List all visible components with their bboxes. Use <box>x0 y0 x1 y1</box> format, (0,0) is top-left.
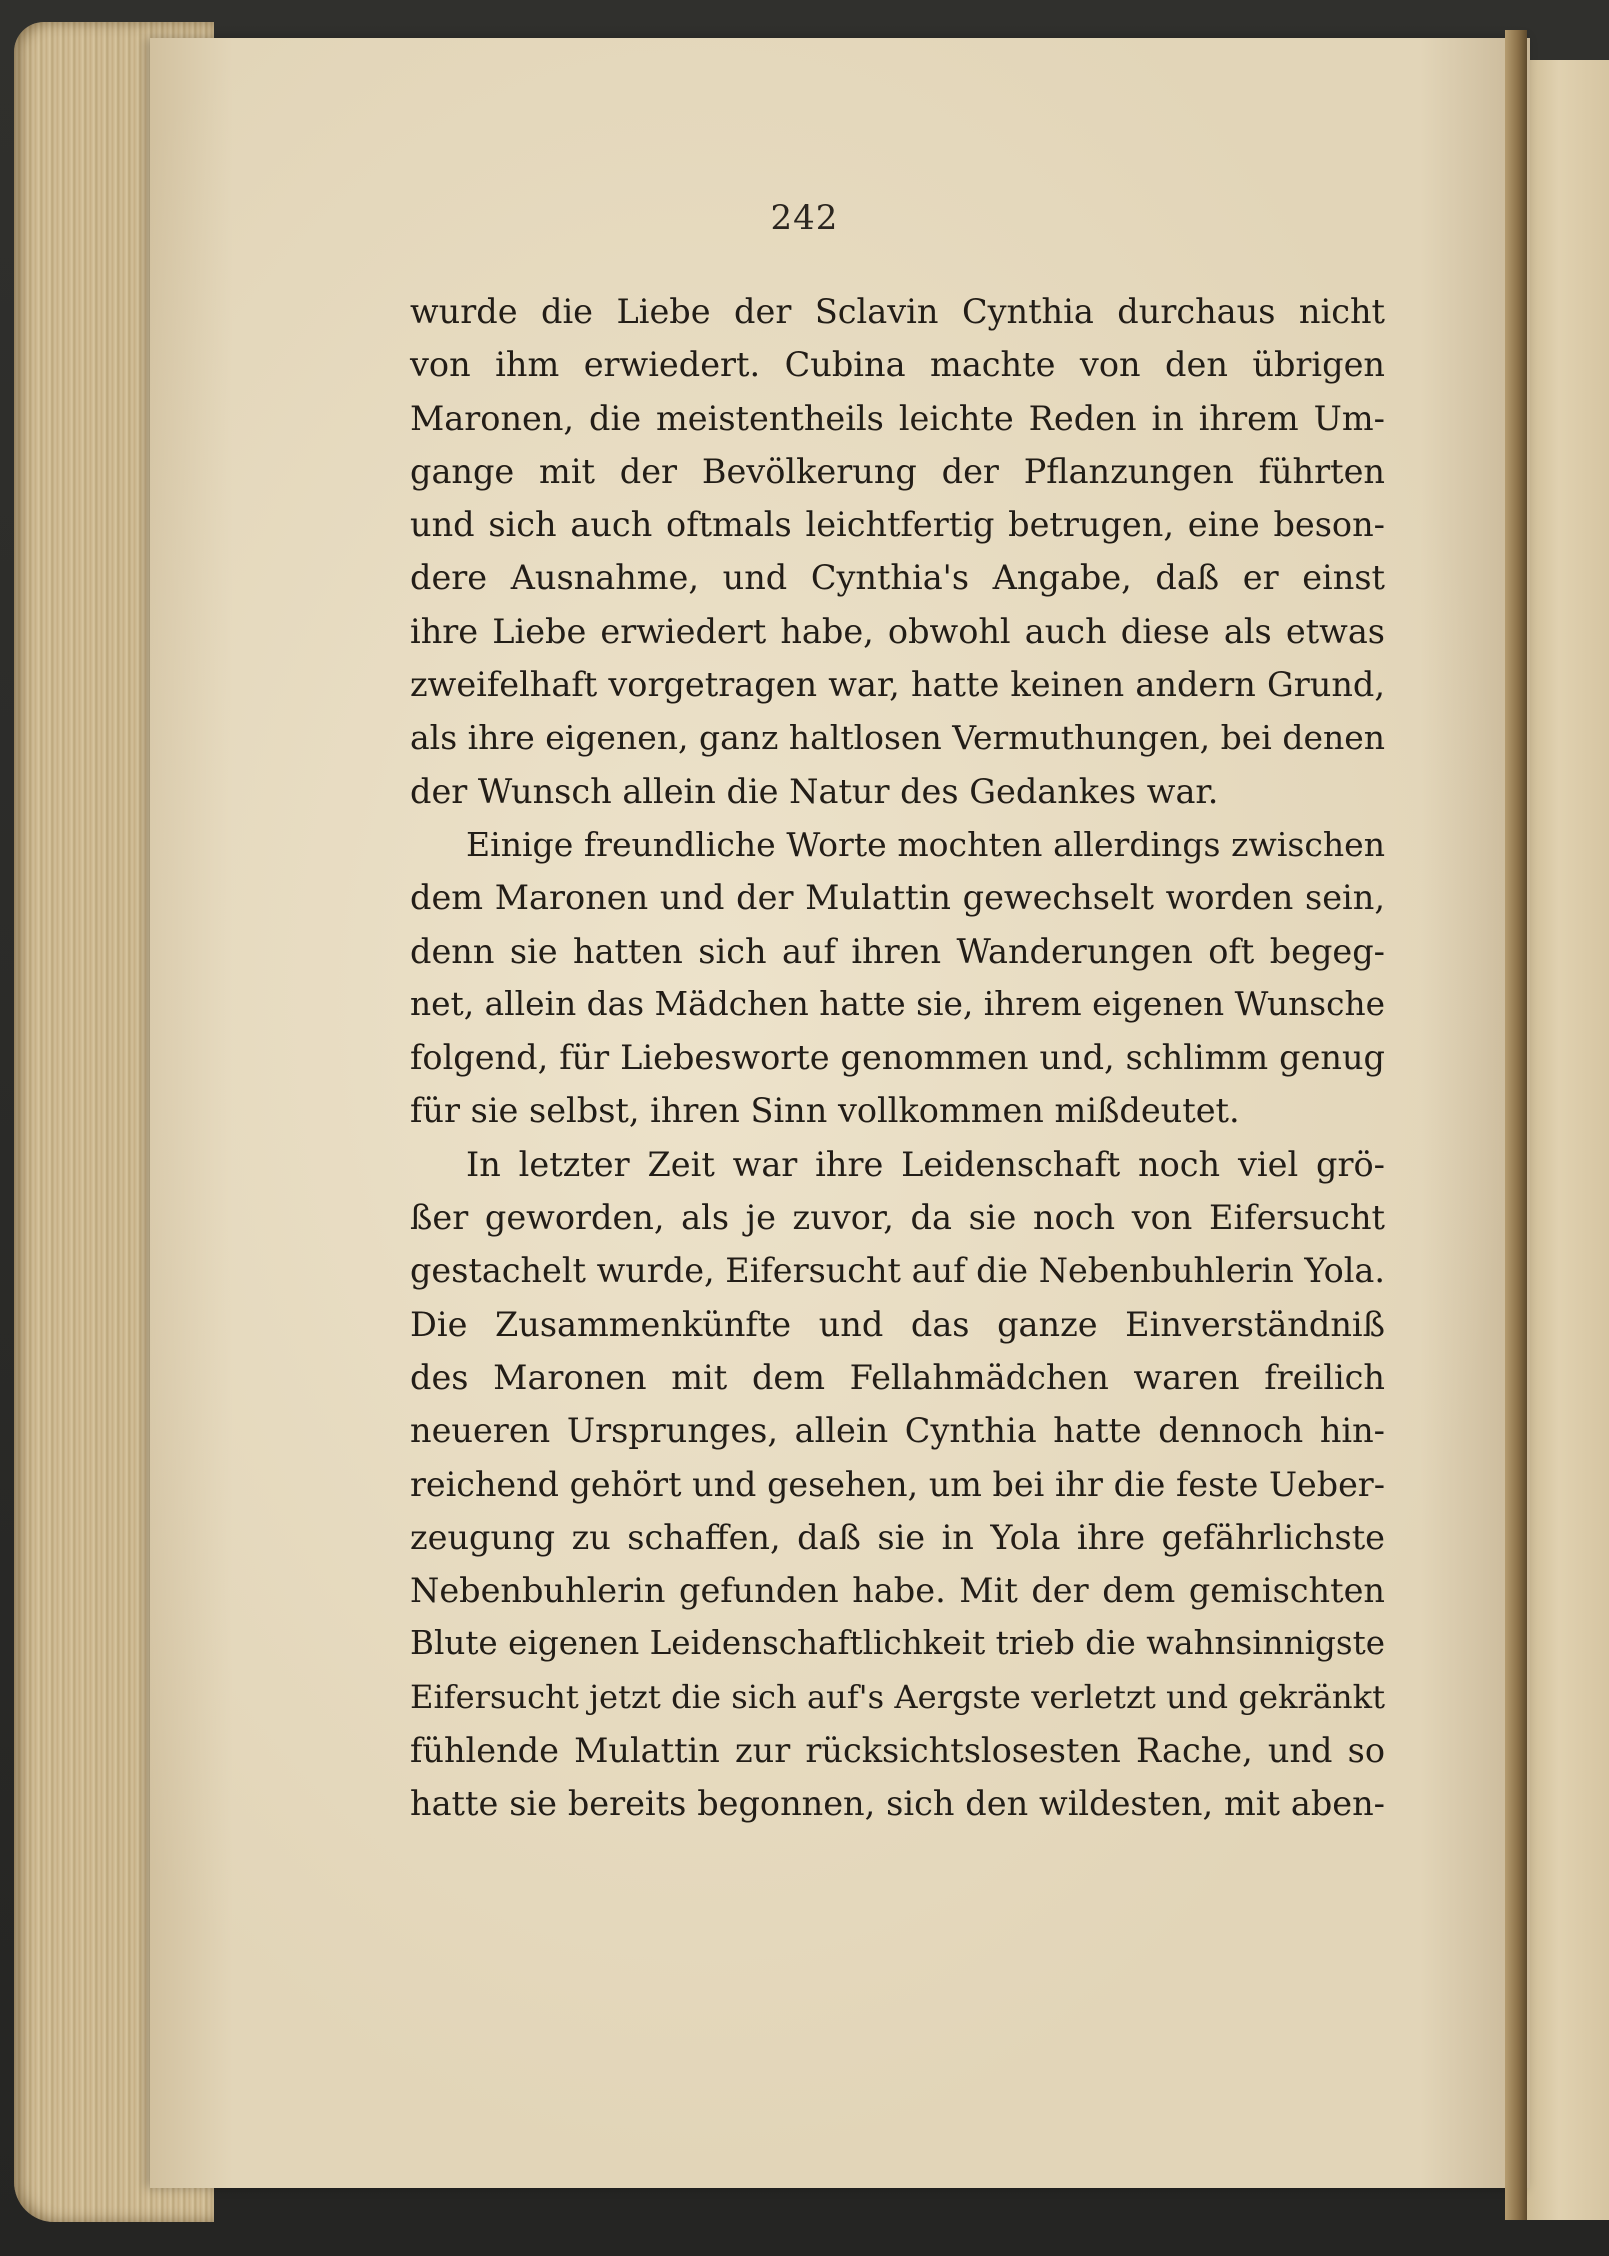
text-line: wurde die Liebe der Sclavin Cynthia durchaus nicht <box>410 292 1385 331</box>
text-line: und sich auch oftmals leichtfertig betrugen, eine beson- <box>410 505 1385 545</box>
text-line: hatte sie bereits begonnen, sich den wildesten, mit aben- <box>410 1784 1385 1824</box>
text-line: Nebenbuhlerin gefunden habe. Mit der dem gemischten <box>410 1571 1385 1611</box>
adjacent-page <box>1525 60 1609 2220</box>
text-line: des Maronen mit dem Fellahmädchen waren freilich <box>410 1357 1385 1397</box>
text-line: gestachelt wurde, Eifersucht auf die Nebenbuhlerin Yola. <box>410 1251 1385 1291</box>
book-gutter <box>1505 30 1527 2220</box>
text-line: dere Ausnahme, und Cynthia's Angabe, daß er einst <box>410 558 1385 598</box>
text-line: Blute eigenen Leidenschaftlichkeit trieb die wahnsinnigste <box>410 1624 1385 1663</box>
text-line: In letzter Zeit war ihre Leidenschaft noch viel grö- <box>466 1144 1385 1184</box>
text-line: als ihre eigenen, ganz haltlosen Vermuthungen, bei denen <box>410 718 1385 758</box>
text-line: fühlende Mulattin zur rücksichtslosesten Rache, und so <box>410 1731 1385 1771</box>
text-line: zeugung zu schaffen, daß sie in Yola ihre gefährlichste <box>410 1517 1385 1557</box>
text-line: dem Maronen und der Mulattin gewechselt worden sein, <box>410 878 1385 918</box>
text-line: denn sie hatten sich auf ihren Wanderungen oft begeg- <box>410 931 1385 971</box>
text-line: Die Zusammenkünfte und das ganze Einverständniß <box>410 1304 1385 1344</box>
text-line: der Wunsch allein die Natur des Gedankes war. <box>410 771 1219 811</box>
text-line: von ihm erwiedert. Cubina machte von den übrigen <box>410 345 1385 385</box>
text-line: Maronen, die meistentheils leichte Reden in ihrem Um- <box>410 398 1385 438</box>
text-line: net, allein das Mädchen hatte sie, ihrem eigenen Wunsche <box>410 984 1385 1023</box>
text-line: Einige freundliche Worte mochten allerdings zwischen <box>466 824 1385 864</box>
text-line: zweifelhaft vorgetragen war, hatte keinen andern Grund, <box>410 665 1385 705</box>
text-line: gange mit der Bevölkerung der Pflanzungen führten <box>410 451 1385 491</box>
text-line: ihre Liebe erwiedert habe, obwohl auch diese als etwas <box>410 611 1385 651</box>
body-text <box>410 285 1385 1831</box>
text-line: für sie selbst, ihren Sinn vollkommen mißdeutet. <box>410 1091 1240 1131</box>
text-line: Eifersucht jetzt die sich auf's Aergste verletzt und gekränkt <box>410 1677 1385 1716</box>
text-line: neueren Ursprunges, allein Cynthia hatte dennoch hin- <box>410 1411 1385 1451</box>
text-line: ßer geworden, als je zuvor, da sie noch von Eifersucht <box>410 1198 1385 1238</box>
page-number: 242 <box>770 198 839 238</box>
text-line: folgend, für Liebesworte genommen und, schlimm genug <box>410 1038 1385 1078</box>
text-line: reichend gehört und gesehen, um bei ihr die feste Ueber- <box>410 1464 1385 1504</box>
